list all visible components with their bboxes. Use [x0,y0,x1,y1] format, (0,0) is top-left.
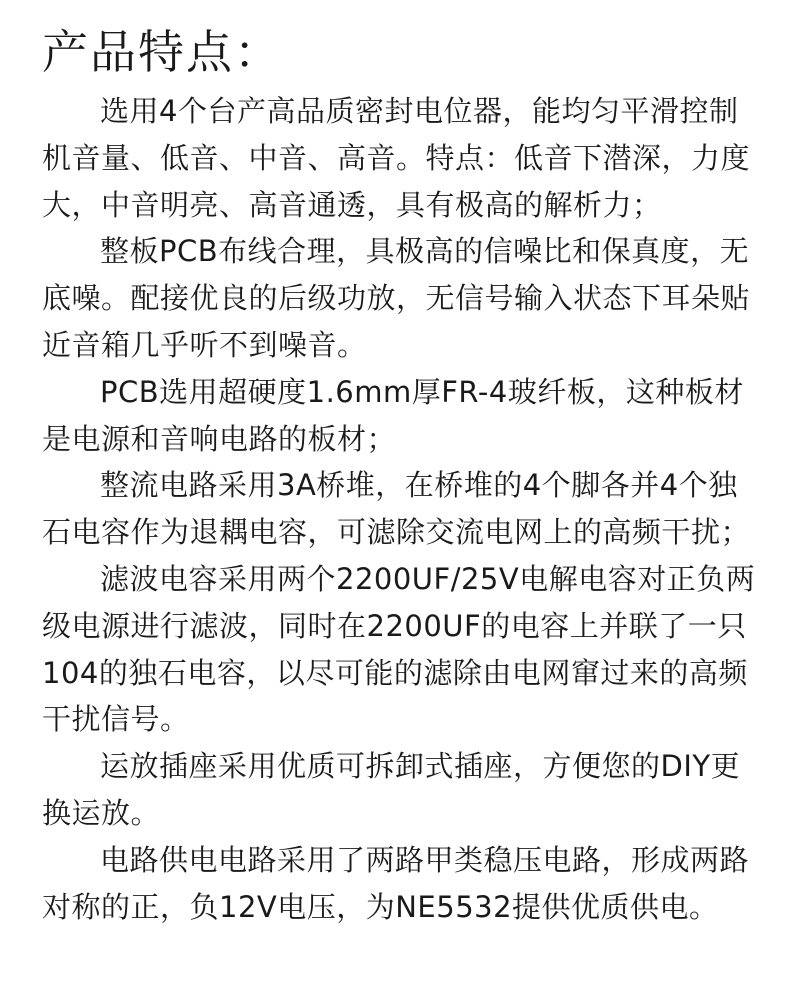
feature-paragraph-pcb-layout: 整板PCB布线合理，具极高的信噪比和保真度，无底噪。配接优良的后级功放，无信号输入状态下耳朵贴近音箱几乎听不到噪音。 [42,234,751,362]
feature-paragraph-filter-capacitors: 滤波电容采用两个2200UF/25V电解电容对正负两级电源进行滤波，同时在2200UF的电容上并联了一只104的独石电容，以尽可能的滤除由电网窜过来的高频干扰信号。 [42,561,756,737]
page-title: 产品特点： [42,25,282,79]
feature-paragraph-pcb-material: PCB选用超硬度1.6mm厚FR-4玻纤板，这种板材是电源和音响电路的板材； [42,374,744,456]
feature-paragraph-rectifier: 整流电路采用3A桥堆，在桥堆的4个脚各并4个独石电容作为退耦电容，可滤除交流电网上的高频干扰； [42,468,751,550]
feature-paragraph-potentiometers: 选用4个台产高品质密封电位器，能均匀平滑控制机音量、低音、中音、高音。特点：低音下潜深，力度大，中音明亮、高音通透，具有极高的解析力； [42,94,751,222]
feature-paragraph-opamp-socket: 运放插座采用优质可拆卸式插座，方便您的DIY更换运放。 [42,749,741,830]
feature-paragraph-power-supply: 电路供电电路采用了两路甲类稳压电路，形成两路对称的正，负12V电压，为NE5532提供优质供电。 [42,842,750,924]
